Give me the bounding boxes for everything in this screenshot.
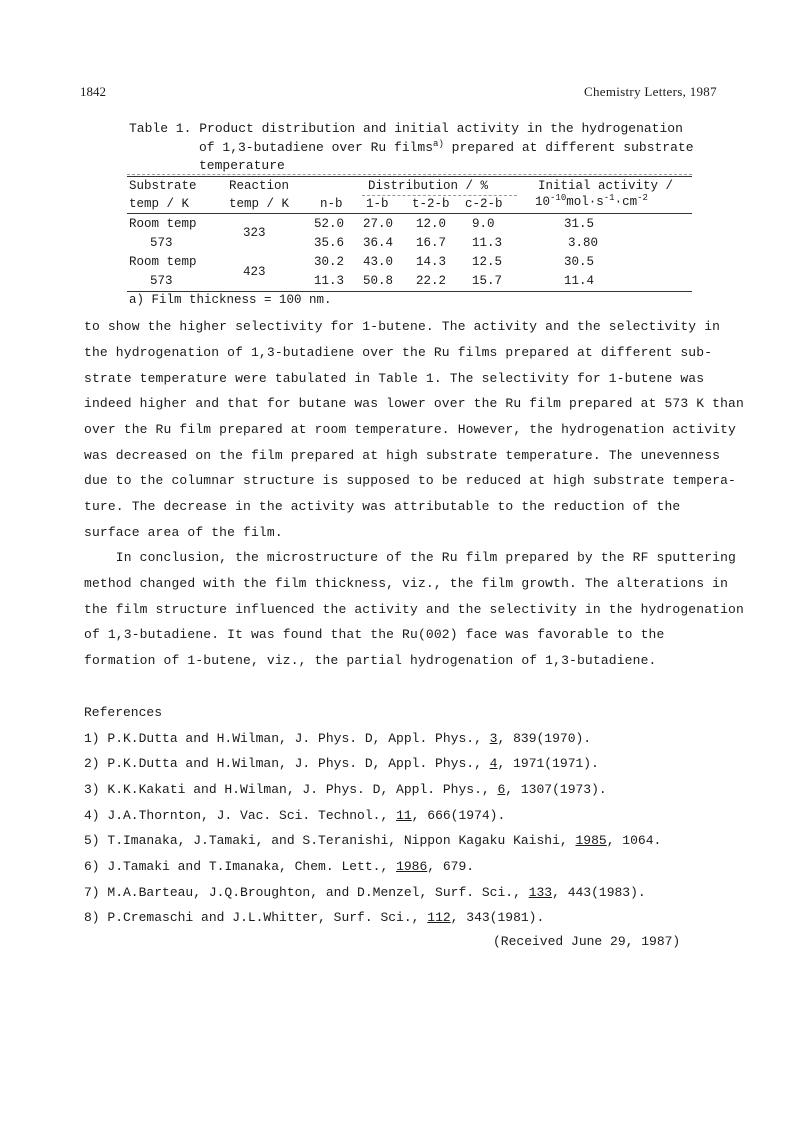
- reference-item: 4) J.A.Thornton, J. Vac. Sci. Technol., 11, 666(1974).: [84, 808, 506, 823]
- cell-t2b: 14.3: [416, 255, 447, 269]
- cell-t2b: 12.0: [416, 217, 447, 231]
- reference-item: 8) P.Cremaschi and J.L.Whitter, Surf. Sci., 112, 343(1981).: [84, 910, 545, 925]
- table-caption-line-3: temperature: [199, 158, 285, 173]
- cell-nb: 35.6: [314, 236, 345, 250]
- journal-header: Chemistry Letters, 1987: [584, 84, 717, 99]
- table-caption-line-1: Table 1. Product distribution and initial activity in the hydrogenation: [129, 121, 683, 136]
- col-head-nb: n-b: [320, 197, 343, 211]
- cell-activity: 3.80: [568, 236, 599, 250]
- cell-nb: 52.0: [314, 217, 345, 231]
- body-line: was decreased on the film prepared at high substrate temperature. The unevenness: [84, 448, 721, 463]
- table-top-rule: [127, 176, 692, 177]
- cell-t2b: 16.7: [416, 236, 447, 250]
- cell-1b: 27.0: [363, 217, 394, 231]
- cell-substrate: 573: [150, 274, 173, 288]
- body-line: In conclusion, the microstructure of the Ru film prepared by the RF sputtering: [84, 550, 737, 565]
- body-line: to show the higher selectivity for 1-butene. The activity and the selectivity in: [84, 319, 721, 334]
- cell-reaction-temp: 323: [243, 226, 266, 240]
- cell-substrate: Room temp: [129, 255, 197, 269]
- table-top-rule-faint: [127, 174, 692, 175]
- page-number: 1842: [80, 84, 106, 99]
- body-line: formation of 1-butene, viz., the partial hydrogenation of 1,3-butadiene.: [84, 653, 657, 668]
- cell-activity: 31.5: [564, 217, 595, 231]
- col-head-1b: 1-b: [366, 197, 389, 211]
- table-bottom-rule: [127, 291, 692, 292]
- body-line: ture. The decrease in the activity was attributable to the reduction of the: [84, 499, 681, 514]
- cell-c2b: 9.0: [472, 217, 495, 231]
- cell-1b: 43.0: [363, 255, 394, 269]
- col-head-c2b: c-2-b: [465, 197, 503, 211]
- cell-t2b: 22.2: [416, 274, 447, 288]
- body-line: of 1,3-butadiene. It was found that the Ru(002) face was favorable to the: [84, 627, 665, 642]
- col-head-substrate-unit: temp / K: [129, 197, 190, 211]
- col-head-substrate: Substrate: [129, 179, 197, 193]
- cell-1b: 36.4: [363, 236, 394, 250]
- table-caption-line-2: of 1,3-butadiene over Ru films$^{a)}$ prepared at different substrate: [199, 139, 694, 155]
- table-footnote: a) Film thickness = 100 nm.: [129, 293, 332, 307]
- references-heading: References: [84, 705, 163, 720]
- body-line: method changed with the film thickness, viz., the film growth. The alterations in: [84, 576, 729, 591]
- cell-substrate: Room temp: [129, 217, 197, 231]
- col-head-reaction: Reaction: [229, 179, 290, 193]
- reference-item: 5) T.Imanaka, J.Tamaki, and S.Teranishi, Nippon Kagaku Kaishi, 1985, 1064.: [84, 833, 662, 848]
- col-head-reaction-unit: temp / K: [229, 197, 290, 211]
- col-head-activity: Initial activity /: [538, 179, 674, 193]
- reference-item: 7) M.A.Barteau, J.Q.Broughton, and D.Menzel, Surf. Sci., 133, 443(1983).: [84, 885, 646, 900]
- col-head-activity-unit: $10^{-10}mol\cdot s^{-1}\cdot cm^{-2}$: [535, 193, 648, 209]
- body-line: over the Ru film prepared at room temperature. However, the hydrogenation activity: [84, 422, 737, 437]
- reference-item: 2) P.K.Dutta and H.Wilman, J. Phys. D, Appl. Phys., 4, 1971(1971).: [84, 756, 599, 771]
- cell-nb: 30.2: [314, 255, 345, 269]
- col-head-distribution: Distribution / %: [368, 179, 489, 193]
- cell-c2b: 12.5: [472, 255, 503, 269]
- body-line: due to the columnar structure is supposed to be reduced at high substrate tempera-: [84, 473, 737, 488]
- cell-nb: 11.3: [314, 274, 345, 288]
- body-line: indeed higher and that for butane was lower over the Ru film prepared at 573 K than: [84, 396, 744, 411]
- cell-activity: 11.4: [564, 274, 595, 288]
- reference-item: 3) K.K.Kakati and H.Wilman, J. Phys. D, Appl. Phys., 6, 1307(1973).: [84, 782, 607, 797]
- col-head-t2b: t-2-b: [412, 197, 450, 211]
- reference-item: 1) P.K.Dutta and H.Wilman, J. Phys. D, Appl. Phys., 3, 839(1970).: [84, 731, 592, 746]
- distribution-group-rule: [362, 195, 517, 196]
- table-header-rule: [127, 213, 692, 214]
- body-line: strate temperature were tabulated in Table 1. The selectivity for 1-butene was: [84, 371, 705, 386]
- cell-substrate: 573: [150, 236, 173, 250]
- body-line: the hydrogenation of 1,3-butadiene over the Ru films prepared at different sub-: [84, 345, 713, 360]
- cell-reaction-temp: 423: [243, 265, 266, 279]
- reference-item: 6) J.Tamaki and T.Imanaka, Chem. Lett., 1986, 679.: [84, 859, 475, 874]
- cell-c2b: 11.3: [472, 236, 503, 250]
- cell-c2b: 15.7: [472, 274, 503, 288]
- received-date: (Received June 29, 1987): [493, 934, 681, 949]
- cell-1b: 50.8: [363, 274, 394, 288]
- body-line: surface area of the film.: [84, 525, 283, 540]
- body-line: the film structure influenced the activity and the selectivity in the hydrogenation: [84, 602, 744, 617]
- cell-activity: 30.5: [564, 255, 595, 269]
